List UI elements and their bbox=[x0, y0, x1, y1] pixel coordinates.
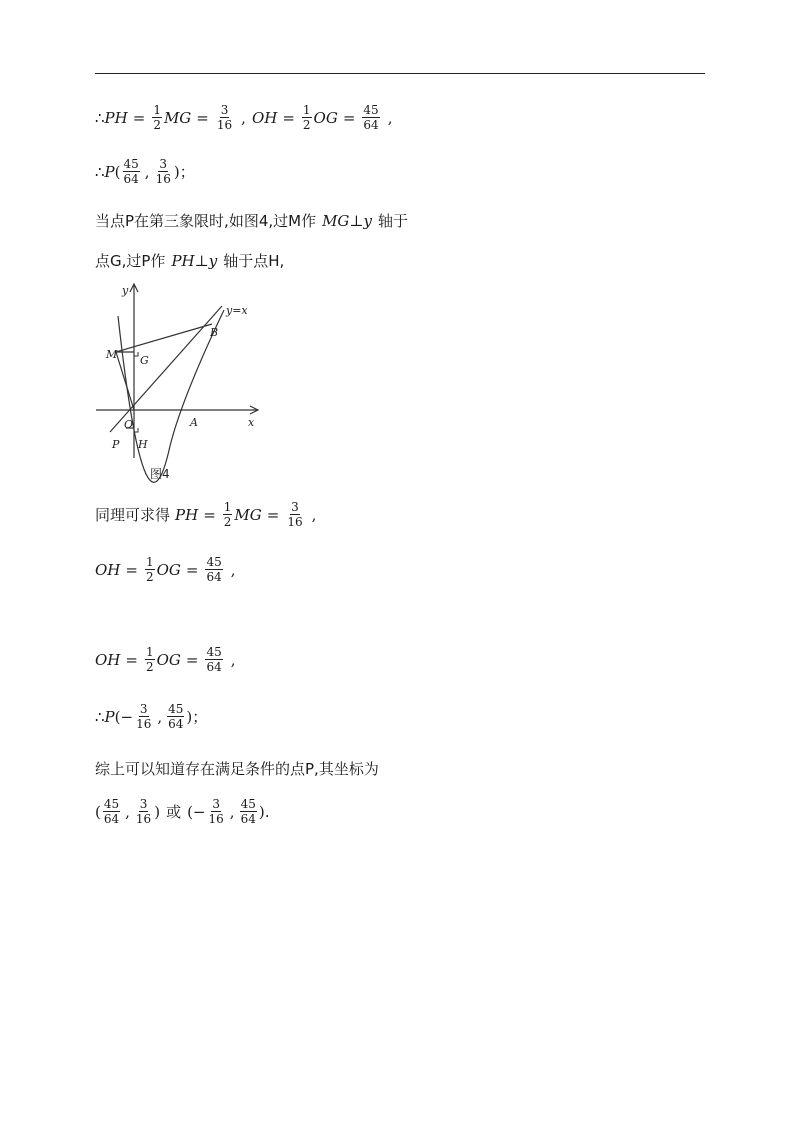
label-x-axis: x bbox=[248, 416, 255, 429]
or-word: 或 bbox=[166, 803, 182, 821]
text-segment: 轴于 bbox=[378, 212, 409, 230]
comma: , bbox=[144, 162, 150, 181]
var-og: OG bbox=[156, 560, 181, 579]
fraction-half: $\frac{1}{2}$ bbox=[145, 555, 154, 584]
equals-sign: = bbox=[282, 108, 295, 127]
label-point-m: M bbox=[106, 348, 118, 361]
comma: , bbox=[125, 802, 130, 821]
fraction-half: $\frac{1}{2}$ bbox=[223, 500, 232, 529]
comma: , bbox=[157, 707, 163, 726]
var-og: OG bbox=[156, 650, 181, 669]
close-paren: ) bbox=[173, 162, 180, 181]
comma: , bbox=[230, 650, 236, 669]
open-paren: (− bbox=[187, 802, 206, 821]
comma: , bbox=[311, 505, 317, 524]
label-y-axis: y bbox=[122, 284, 129, 297]
var-og: OG bbox=[313, 108, 338, 127]
label-point-g: G bbox=[140, 354, 149, 367]
fraction-x: $\frac{45}{64}$ bbox=[123, 157, 139, 186]
comma: , bbox=[230, 560, 236, 579]
eq-ph-oh-values bbox=[95, 103, 392, 132]
fraction-x: $\frac{3}{16}$ bbox=[136, 702, 152, 731]
open-paren: (− bbox=[114, 707, 134, 726]
fraction-value: $\frac{45}{64}$ bbox=[206, 555, 222, 584]
open-paren: ( bbox=[114, 162, 121, 181]
fraction-y: $\frac{45}{64}$ bbox=[168, 702, 184, 731]
semicolon: ； bbox=[192, 708, 208, 726]
var-p: P bbox=[104, 162, 115, 181]
text-segment: 当点P在第三象限时,如图4,过M作 bbox=[95, 212, 317, 230]
open-paren: ( bbox=[95, 802, 101, 821]
text-segment: 同理可求得 bbox=[95, 506, 171, 524]
comma: , bbox=[241, 108, 246, 127]
var-ph: PH bbox=[175, 505, 199, 524]
text-segment: 综上可以知道存在满足条件的点P,其坐标为 bbox=[95, 760, 379, 778]
close-paren: ). bbox=[258, 802, 270, 821]
fraction-y: $\frac{3}{16}$ bbox=[155, 157, 171, 186]
line-y-equals-x bbox=[110, 306, 222, 432]
label-point-b: B bbox=[210, 326, 219, 339]
var-mg: MG bbox=[234, 505, 262, 524]
point-p-result-2 bbox=[95, 702, 207, 731]
label-point-o: O bbox=[124, 418, 134, 431]
eq-oh-1 bbox=[95, 555, 236, 584]
final-coordinates bbox=[95, 797, 269, 826]
fraction-value: $\frac{45}{64}$ bbox=[363, 103, 379, 132]
eq-oh-2 bbox=[95, 645, 236, 674]
therefore-symbol: ∴ bbox=[95, 108, 105, 127]
text-segment: 轴于点H, bbox=[223, 252, 285, 270]
equals-sign: = bbox=[125, 560, 138, 579]
figure-caption: 图4 bbox=[150, 467, 170, 481]
comma: , bbox=[387, 108, 393, 127]
eq-ph-similar bbox=[95, 500, 316, 529]
expr-mg-perp-y: MG⊥y bbox=[322, 211, 372, 230]
var-oh: OH bbox=[251, 108, 278, 127]
equals-sign: = bbox=[203, 505, 216, 524]
fraction-value: $\frac{3}{16}$ bbox=[287, 500, 303, 529]
fraction-value: $\frac{45}{64}$ bbox=[206, 645, 222, 674]
equals-sign: = bbox=[185, 560, 199, 579]
semicolon: ； bbox=[179, 163, 195, 181]
text-segment: 点G,过P作 bbox=[95, 252, 166, 270]
text-conclusion bbox=[95, 758, 379, 779]
equals-sign: = bbox=[185, 650, 199, 669]
comma: , bbox=[229, 802, 235, 821]
fraction-d: $\frac{45}{64}$ bbox=[240, 797, 256, 826]
text-point-g-h bbox=[95, 250, 284, 271]
equals-sign: = bbox=[266, 505, 280, 524]
fraction-half: $\frac{1}{2}$ bbox=[145, 645, 154, 674]
top-rule bbox=[95, 73, 705, 74]
equals-sign: = bbox=[342, 108, 356, 127]
fraction-value: $\frac{3}{16}$ bbox=[216, 103, 233, 132]
segment-mb bbox=[116, 324, 212, 352]
equals-sign: = bbox=[125, 650, 138, 669]
fraction-a: $\frac{45}{64}$ bbox=[103, 797, 120, 826]
equals-sign: = bbox=[196, 108, 209, 127]
fraction-half: $\frac{1}{2}$ bbox=[302, 103, 311, 132]
label-point-p: P bbox=[112, 438, 120, 451]
figure-4-diagram bbox=[90, 280, 280, 490]
equals-sign: = bbox=[132, 108, 146, 127]
label-line-y-equals-x: y=x bbox=[226, 304, 248, 317]
therefore-symbol: ∴ bbox=[95, 707, 105, 726]
close-paren: ) bbox=[154, 802, 161, 821]
var-p: P bbox=[104, 707, 115, 726]
label-point-h: H bbox=[138, 438, 148, 451]
var-oh: OH bbox=[95, 560, 121, 579]
close-paren: ) bbox=[186, 707, 193, 726]
fraction-b: $\frac{3}{16}$ bbox=[135, 797, 152, 826]
expr-ph-perp-y: PH⊥y bbox=[171, 251, 218, 270]
right-angle-mark-g bbox=[134, 352, 138, 356]
text-case-third-quadrant bbox=[95, 210, 408, 231]
therefore-symbol: ∴ bbox=[95, 162, 105, 181]
var-oh: OH bbox=[95, 650, 121, 669]
fraction-half: $\frac{1}{2}$ bbox=[153, 103, 161, 132]
fraction-c: $\frac{3}{16}$ bbox=[208, 797, 224, 826]
point-p-result-1 bbox=[95, 157, 195, 186]
segment-mo bbox=[116, 352, 134, 410]
var-mg: MG bbox=[163, 108, 192, 127]
var-ph: PH bbox=[104, 108, 128, 127]
label-point-a: A bbox=[190, 416, 198, 429]
